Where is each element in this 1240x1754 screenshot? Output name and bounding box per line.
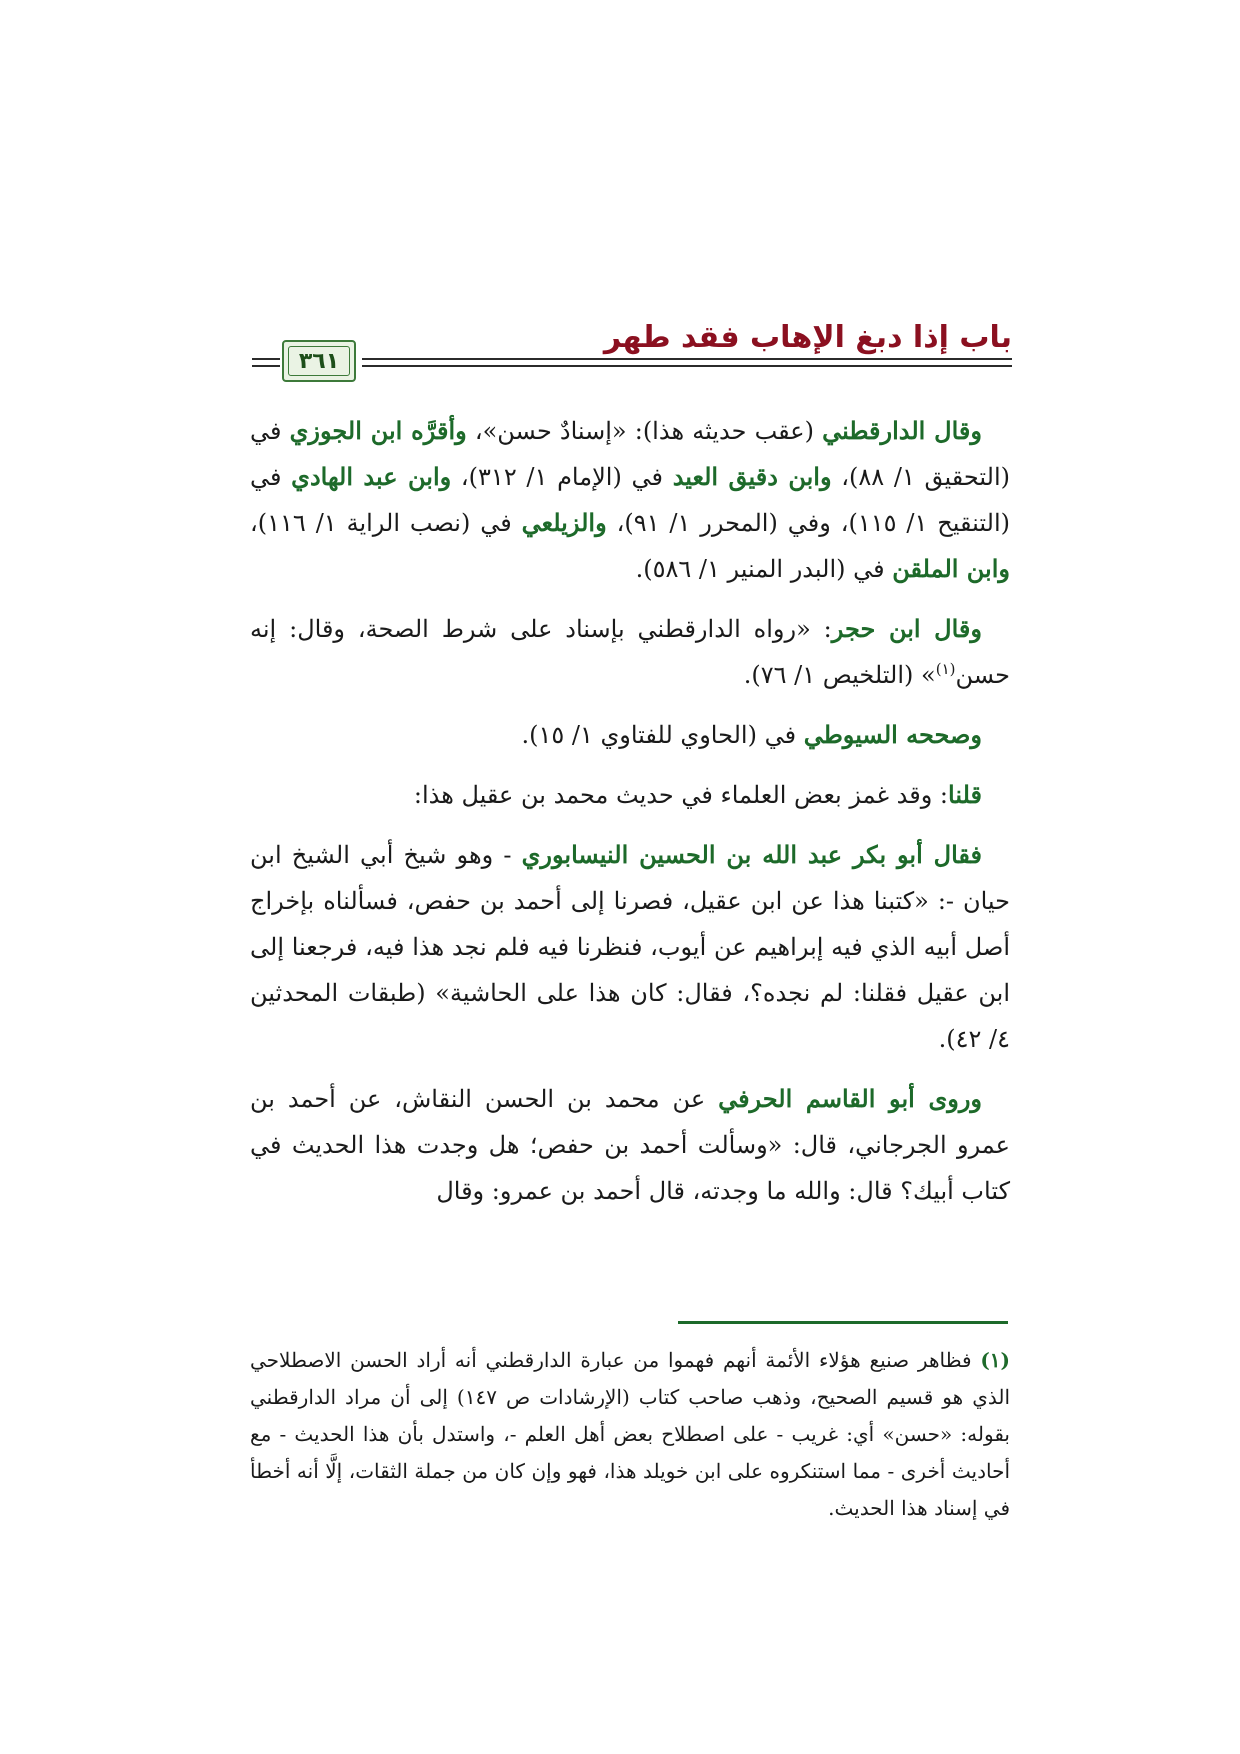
chapter-title: باب إذا دبغ الإهاب فقد طهر bbox=[603, 320, 1012, 355]
footnote-text: فظاهر صنيع هؤلاء الأئمة أنهم فهموا من عبارة الدارقطني أنه أراد الحسن الاصطلاحي الذي هو قسيم الصحيح، وذهب صاحب كتاب (الإرشادات ص ١٤٧) إلى أن مراد الدارقطني بقوله: «حسن» أي: غريب - على اصطلاح بعض أهل العلم -، واستدل بأن هذا الحديث - مع أحاديث أخرى - مما استنكروه على ابن خويلد هذا، فهو وإن كان من جملة الثقات، إلَّا أنه أخطأ في إسناد هذا الحديث. bbox=[250, 1348, 1010, 1520]
footnote-separator bbox=[678, 1321, 1008, 1324]
text-run: - وهو شيخ أبي الشيخ ابن حيان -: «كتبنا هذا عن ابن عقيل، فصرنا إلى أحمد بن حفص، فسألناه بإخراج أصل أبيه الذي فيه إبراهيم عن أيوب، فنظرنا فيه فلم نجد هذا فيه، فرجعنا إلى ابن عقيل فقلنا: لم نجده؟، فقال: كان هذا على الحاشية» (طبقات المحدثين ٤/ ٤٢). bbox=[250, 841, 1011, 1053]
text-run: في (البدر المنير ١/ ٥٨٦). bbox=[635, 555, 893, 583]
text-run: : وقد غمز بعض العلماء في حديث محمد بن عقيل هذا: bbox=[413, 781, 949, 809]
paragraph bbox=[250, 1076, 1010, 1214]
page-number: ٣٦١ bbox=[288, 346, 350, 376]
paragraph bbox=[250, 832, 1010, 1062]
header-rule-left-top bbox=[252, 358, 280, 360]
page-number-badge bbox=[282, 340, 356, 382]
scholar-name: وابن عبد الهادي bbox=[291, 462, 452, 491]
scholar-name: وأقرَّه ابن الجوزي bbox=[289, 416, 467, 445]
header-rule-left-bottom bbox=[252, 365, 280, 367]
text-run: في (نصب الراية ١/ ١١٦)، bbox=[250, 509, 522, 537]
paragraph bbox=[250, 606, 1010, 698]
text-run: في (التحقيق ١/ ٨٨)، bbox=[250, 417, 1010, 491]
text-run: في (الإمام ١/ ٣١٢)، bbox=[451, 463, 673, 491]
footnote-number: (١) bbox=[980, 1348, 1010, 1372]
scholar-name: وابن دقيق العيد bbox=[672, 462, 832, 491]
scholar-name: وابن الملقن bbox=[892, 554, 1010, 583]
paragraph bbox=[250, 772, 1010, 818]
scholar-name: فقال أبو بكر عبد الله بن الحسين النيسابوري bbox=[521, 840, 982, 869]
header-rule-bottom bbox=[362, 365, 1012, 367]
text-run: في (الحاوي للفتاوي ١/ ١٥). bbox=[521, 721, 804, 749]
paragraph bbox=[250, 712, 1010, 758]
scholar-name: والزيلعي bbox=[521, 508, 607, 537]
scholar-name: وروى أبو القاسم الحرفي bbox=[718, 1084, 982, 1113]
text-run: » (التلخيص ١/ ٧٦). bbox=[743, 661, 936, 689]
scholar-name: وقال الدارقطني bbox=[822, 416, 982, 445]
text-run: عن محمد بن الحسن النقاش، عن أحمد بن عمرو الجرجاني، قال: «وسألت أحمد بن حفص؛ هل وجدت هذا الحديث في كتاب أبيك؟ قال: والله ما وجدته، قال أحمد بن عمرو: وقال bbox=[250, 1085, 1011, 1205]
scholar-name: وصححه السيوطي bbox=[803, 720, 982, 749]
scholar-name: قلنا bbox=[948, 780, 982, 809]
footnote bbox=[250, 1342, 1010, 1527]
scholar-name: وقال ابن حجر bbox=[831, 614, 982, 643]
text-run: : «رواه الدارقطني بإسناد على شرط الصحة، وقال: إنه حسن bbox=[250, 615, 1010, 689]
footnote-reference: (١) bbox=[935, 660, 956, 678]
text-run: (عقب حديثه هذا): «إسنادٌ حسن»، bbox=[466, 417, 823, 445]
page-header bbox=[252, 318, 1012, 384]
header-rule-top bbox=[362, 358, 1012, 360]
main-text bbox=[250, 408, 1010, 1228]
text-run: في (التنقيح ١/ ١١٥)، وفي (المحرر ١/ ٩١)، bbox=[250, 463, 1011, 537]
paragraph bbox=[250, 408, 1010, 592]
